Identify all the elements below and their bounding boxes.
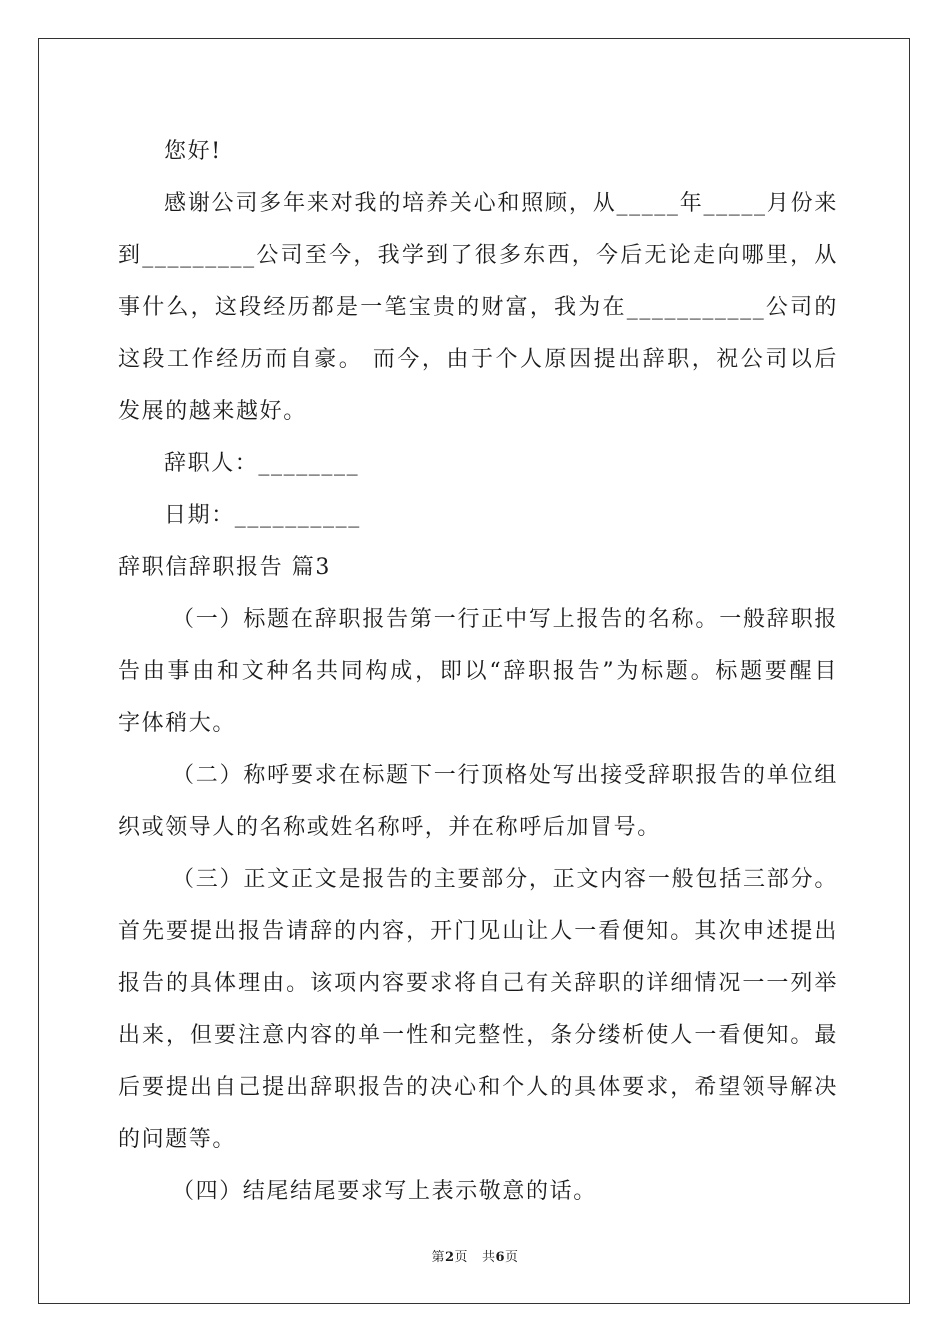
footer-total-number: 6	[495, 1250, 506, 1265]
paragraph-line: 后要提出自己提出辞职报告的决心和个人的具体要求，希望领导解决	[118, 1075, 838, 1100]
paragraph-line: （二）称呼要求在标题下一行顶格处写出接受辞职报告的单位组	[172, 763, 838, 788]
footer-prefix: 第	[431, 1250, 445, 1265]
document-body	[118, 126, 838, 1218]
paragraph-line: 告由事由和文种名共同构成，即以“辞职报告”为标题。标题要醒目	[118, 659, 838, 684]
section-heading: 辞职信辞职报告 篇3	[118, 555, 331, 580]
greeting-line: 您好!	[164, 139, 222, 164]
paragraph-line: 感谢公司多年来对我的培养关心和照顾，从_____年_____月份来	[164, 191, 838, 216]
paragraph-line: （三）正文正文是报告的主要部分，正文内容一般包括三部分。	[172, 867, 838, 892]
paragraph-line: 首先要提出报告请辞的内容，开门见山让人一看便知。其次申述提出	[118, 919, 838, 944]
footer-total-word: 页	[505, 1250, 519, 1265]
resigner-signature-line: 辞职人：________	[164, 451, 360, 476]
paragraph-line: 发展的越来越好。	[118, 399, 307, 424]
paragraph-line: 事什么，这段经历都是一笔宝贵的财富，我为在___________公司的	[118, 295, 838, 320]
paragraph-line: 织或领导人的名称或姓名称呼，并在称呼后加冒号。	[118, 815, 661, 840]
paragraph-line: 字体稍大。	[118, 711, 237, 736]
footer-page-word: 页	[454, 1250, 469, 1265]
page-footer	[0, 1246, 950, 1265]
paragraph-line: 出来，但要注意内容的单一性和完整性，条分缕析使人一看便知。最	[118, 1023, 838, 1048]
date-line: 日期：__________	[164, 503, 361, 528]
footer-total-prefix: 共	[481, 1250, 496, 1265]
paragraph-line: 这段工作经历而自豪。 而今，由于个人原因提出辞职，祝公司以后	[118, 347, 838, 372]
paragraph-line: 报告的具体理由。该项内容要求将自己有关辞职的详细情况一一列举	[118, 971, 838, 996]
paragraph-line: （一）标题在辞职报告第一行正中写上报告的名称。一般辞职报	[172, 607, 838, 632]
paragraph-line: 的问题等。	[118, 1127, 237, 1152]
footer-page-number: 2	[444, 1250, 455, 1265]
paragraph-line: （四）结尾结尾要求写上表示敬意的话。	[172, 1179, 597, 1204]
paragraph-line: 到_________公司至今，我学到了很多东西，今后无论走向哪里，从	[118, 243, 838, 268]
